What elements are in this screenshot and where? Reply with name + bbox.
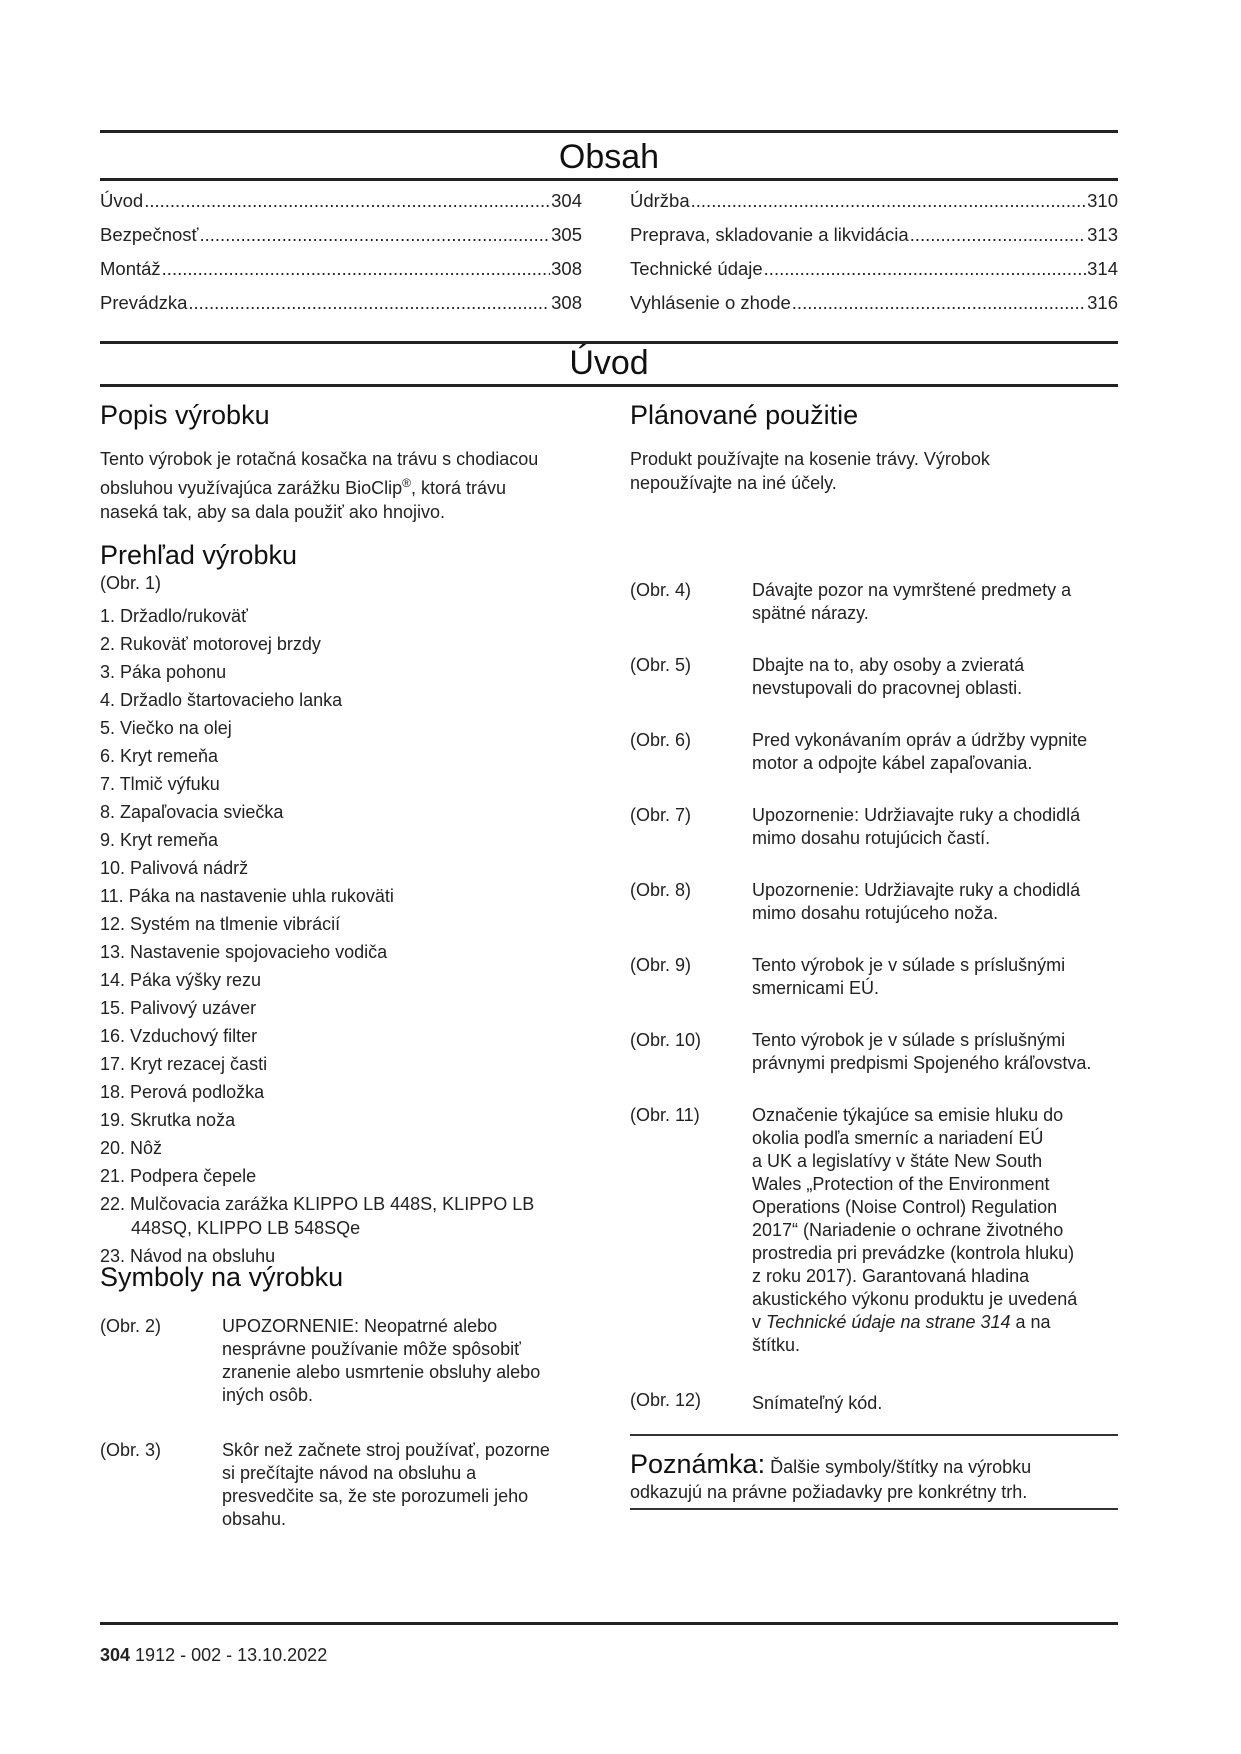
symbol-text: [752, 579, 1071, 625]
footer: [100, 1645, 327, 1666]
description-fragment: obsluhou využívajúca zarážku BioClip: [100, 478, 403, 498]
symbol-entry: [630, 1029, 1091, 1075]
symbol-text: [752, 1029, 1091, 1075]
symbol-fragment: v: [752, 1312, 767, 1332]
toc-entry-label: Preprava, skladovanie a likvidácia: [630, 224, 909, 245]
symbol-line: právnymi predpismi Spojeného kráľovstva.: [752, 1053, 1092, 1073]
note-text: odkazujú na právne požiadavky pre konkrétny trh.: [630, 1482, 1028, 1502]
symbol-entry: [630, 729, 1087, 775]
symbol-entry: [630, 1104, 1077, 1357]
toc-entry[interactable]: [100, 258, 582, 292]
symbol-line: [752, 1311, 1077, 1334]
toc-entry[interactable]: [630, 258, 1118, 292]
list-item: 1. Držadlo/rukoväť: [100, 606, 248, 626]
toc-entry-page: 316: [1087, 292, 1118, 313]
toc-title: Obsah: [558, 138, 660, 176]
symbol-entry: [100, 1439, 550, 1531]
list-item: 13. Nastavenie spojovacieho vodiča: [100, 942, 388, 962]
symbol-text: [752, 954, 1065, 1000]
section-title: Úvod: [569, 344, 649, 382]
symbol-line: iných osôb.: [222, 1385, 314, 1405]
intended-use-text: [630, 447, 1118, 495]
symbol-entry: [630, 1389, 882, 1415]
list-item: 2. Rukoväť motorovej brzdy: [100, 634, 321, 654]
symbol-text: [752, 804, 1080, 850]
symbol-ref: (Obr. 9): [630, 955, 692, 975]
toc-entry-label: Prevádzka: [100, 292, 188, 313]
symbol-line: a UK a legislatívy v štáte New South: [752, 1151, 1043, 1171]
symbol-text: [752, 879, 1080, 925]
cross-reference-link[interactable]: Technické údaje na strane 314: [766, 1312, 1011, 1332]
list-item-line: 448SQ, KLIPPO LB 548SQe: [131, 1218, 361, 1238]
top-rule: [100, 130, 1118, 133]
symbol-line: UPOZORNENIE: Neopatrné alebo: [222, 1316, 498, 1336]
note-box: [630, 1449, 1118, 1504]
symbol-ref: (Obr. 5): [630, 655, 692, 675]
symbol-line: obsahu.: [222, 1509, 287, 1529]
list-item: 15. Palivový uzáver: [100, 998, 257, 1018]
symbol-text: [752, 1104, 1077, 1357]
symbol-ref: (Obr. 11): [630, 1105, 700, 1125]
toc-entry-label: Bezpečnosť: [100, 224, 199, 245]
toc-title-rule: [100, 178, 1118, 181]
note-text: Ďalšie symboly/štítky na výrobku: [765, 1457, 1032, 1477]
symbol-line: 2017“ (Nariadenie o ochrane životného: [752, 1220, 1064, 1240]
symbol-line: Upozornenie: Udržiavajte ruky a chodidlá: [752, 805, 1081, 825]
list-item: 19. Skrutka noža: [100, 1110, 236, 1130]
parts-list: [100, 604, 600, 1272]
symbol-line: si prečítajte návod na obsluhu a: [222, 1463, 477, 1483]
footer-rule: [100, 1622, 1118, 1625]
symbol-ref: (Obr. 8): [630, 880, 692, 900]
toc-entry[interactable]: [100, 292, 582, 326]
list-item: 18. Perová podložka: [100, 1082, 265, 1102]
list-item: 6. Kryt remeňa: [100, 746, 219, 766]
symbol-line: mimo dosahu rotujúceho noža.: [752, 903, 999, 923]
symbol-line: presvedčite sa, že ste porozumeli jeho: [222, 1486, 529, 1506]
list-item: 23. Návod na obsluhu: [100, 1246, 276, 1266]
list-item: 3. Páka pohonu: [100, 662, 227, 682]
intended-use-line: Produkt používajte na kosenie trávy. Výrobok: [630, 449, 990, 469]
symbol-line: Tento výrobok je v súlade s príslušnými: [752, 955, 1066, 975]
symbol-line: okolia podľa smerníc a nariadení EÚ: [752, 1128, 1044, 1148]
toc-entry-label: Technické údaje: [630, 258, 763, 279]
description-line: [100, 471, 600, 500]
toc-entry-page: 310: [1087, 190, 1118, 211]
description-heading: Popis výrobku: [100, 400, 270, 430]
symbol-ref: (Obr. 10): [630, 1030, 702, 1050]
list-item: 21. Podpera čepele: [100, 1166, 257, 1186]
note-heading: Poznámka:: [630, 1449, 766, 1479]
toc-entry[interactable]: [630, 292, 1118, 326]
registered-mark: ®: [402, 476, 412, 490]
symbol-text: [222, 1315, 540, 1407]
overview-heading: Prehľad výrobku: [100, 540, 297, 570]
overview-figure-ref: (Obr. 1): [100, 573, 162, 593]
symbol-line: Pred vykonávaním opráv a údržby vypnite: [752, 730, 1088, 750]
list-item: 11. Páka na nastavenie uhla rukoväti: [100, 886, 394, 906]
symbol-line: nevstupovali do pracovnej oblasti.: [752, 678, 1023, 698]
symbol-entry: [630, 654, 1024, 700]
symbol-line: smernicami EÚ.: [752, 978, 880, 998]
symbol-line: Wales „Protection of the Environment: [752, 1174, 1050, 1194]
document-code: 1912 - 002 - 13.10.2022: [130, 1645, 328, 1665]
symbol-ref: (Obr. 2): [100, 1316, 162, 1336]
toc-entry-label: Vyhlásenie o zhode: [630, 292, 791, 313]
symbol-line: mimo dosahu rotujúcich častí.: [752, 828, 991, 848]
symbol-line: zranenie alebo usmrtenie obsluhy alebo: [222, 1362, 541, 1382]
description-line: Tento výrobok je rotačná kosačka na trávu s chodiacou: [100, 449, 539, 469]
list-item: 12. Systém na tlmenie vibrácií: [100, 914, 341, 934]
note-bottom-rule: [630, 1508, 1118, 1510]
list-item: 20. Nôž: [100, 1138, 163, 1158]
symbol-line: nesprávne používanie môže spôsobiť: [222, 1339, 521, 1359]
symbol-line: motor a odpojte kábel zapaľovania.: [752, 753, 1033, 773]
list-item: [100, 1192, 600, 1240]
toc-entry-page: 308: [551, 292, 582, 313]
description-fragment: , ktorá trávu: [411, 478, 507, 498]
list-item: 16. Vzduchový filter: [100, 1026, 258, 1046]
symbol-line: Označenie týkajúce sa emisie hluku do: [752, 1105, 1064, 1125]
list-item: 8. Zapaľovacia sviečka: [100, 802, 284, 822]
toc-left-column: [100, 190, 582, 326]
symbol-text: Snímateľný kód.: [752, 1393, 883, 1413]
page-number: 304: [100, 1645, 131, 1665]
symbol-entry: [630, 954, 1065, 1000]
section-title-rule: [100, 384, 1118, 387]
symbol-line: z roku 2017). Garantovaná hladina: [752, 1266, 1030, 1286]
toc-entry[interactable]: [100, 190, 582, 224]
toc-entry-label: Montáž: [100, 258, 161, 279]
toc-entry-page: 305: [551, 224, 582, 245]
symbol-line: Tento výrobok je v súlade s príslušnými: [752, 1030, 1066, 1050]
list-item: 10. Palivová nádrž: [100, 858, 249, 878]
intended-use-line: nepoužívajte na iné účely.: [630, 473, 837, 493]
toc-entry[interactable]: [100, 224, 582, 258]
note-top-rule: [630, 1434, 1118, 1436]
symbols-heading: Symboly na výrobku: [100, 1262, 344, 1292]
intended-use-heading: Plánované použitie: [630, 400, 859, 430]
toc-entry-page: 314: [1087, 258, 1118, 279]
list-item: 5. Viečko na olej: [100, 718, 232, 738]
toc-entry-page: 304: [551, 190, 582, 211]
symbol-fragment: a na: [1010, 1312, 1051, 1332]
symbol-entry: [630, 804, 1080, 850]
list-item: 9. Kryt remeňa: [100, 830, 219, 850]
symbol-entry: [100, 1315, 540, 1407]
toc-entry-page: 308: [551, 258, 582, 279]
toc-right-column: [630, 190, 1118, 326]
symbol-line: prostredia pri prevádzke (kontrola hluku): [752, 1243, 1075, 1263]
symbol-line: akustického výkonu produktu je uvedená: [752, 1289, 1078, 1309]
symbol-line: Upozornenie: Udržiavajte ruky a chodidlá: [752, 880, 1081, 900]
toc-entry-label: Úvod: [100, 190, 144, 211]
list-item: 7. Tlmič výfuku: [100, 774, 220, 794]
toc-entry[interactable]: [630, 224, 1118, 258]
list-item: 4. Držadlo štartovacieho lanka: [100, 690, 343, 710]
list-item-line: 22. Mulčovacia zarážka KLIPPO LB 448S, KLIPPO LB: [100, 1194, 535, 1214]
symbol-line: štítku.: [752, 1335, 801, 1355]
list-item: 17. Kryt rezacej časti: [100, 1054, 268, 1074]
symbol-line: Skôr než začnete stroj používať, pozorne: [222, 1440, 550, 1460]
description-line: naseká tak, aby sa dala použiť ako hnojivo.: [100, 502, 445, 522]
symbol-ref: (Obr. 4): [630, 580, 692, 600]
symbol-ref: (Obr. 6): [630, 730, 692, 750]
symbol-line: Operations (Noise Control) Regulation: [752, 1197, 1058, 1217]
toc-entry[interactable]: [630, 190, 1118, 224]
symbol-text: [752, 654, 1024, 700]
toc-entry-label: Údržba: [630, 190, 690, 211]
list-item: 14. Páka výšky rezu: [100, 970, 262, 990]
symbol-entry: [630, 879, 1080, 925]
symbol-ref: (Obr. 7): [630, 805, 692, 825]
symbol-line: spätné nárazy.: [752, 603, 869, 623]
symbol-ref: (Obr. 3): [100, 1440, 162, 1460]
symbol-text: [752, 729, 1087, 775]
symbol-ref: (Obr. 12): [630, 1390, 702, 1410]
symbol-entry: [630, 579, 1071, 625]
description-text: [100, 447, 600, 524]
symbol-line: Dávajte pozor na vymrštené predmety a: [752, 580, 1072, 600]
toc-entry-page: 313: [1087, 224, 1118, 245]
symbol-line: Dbajte na to, aby osoby a zvieratá: [752, 655, 1025, 675]
symbol-text: [222, 1439, 550, 1531]
